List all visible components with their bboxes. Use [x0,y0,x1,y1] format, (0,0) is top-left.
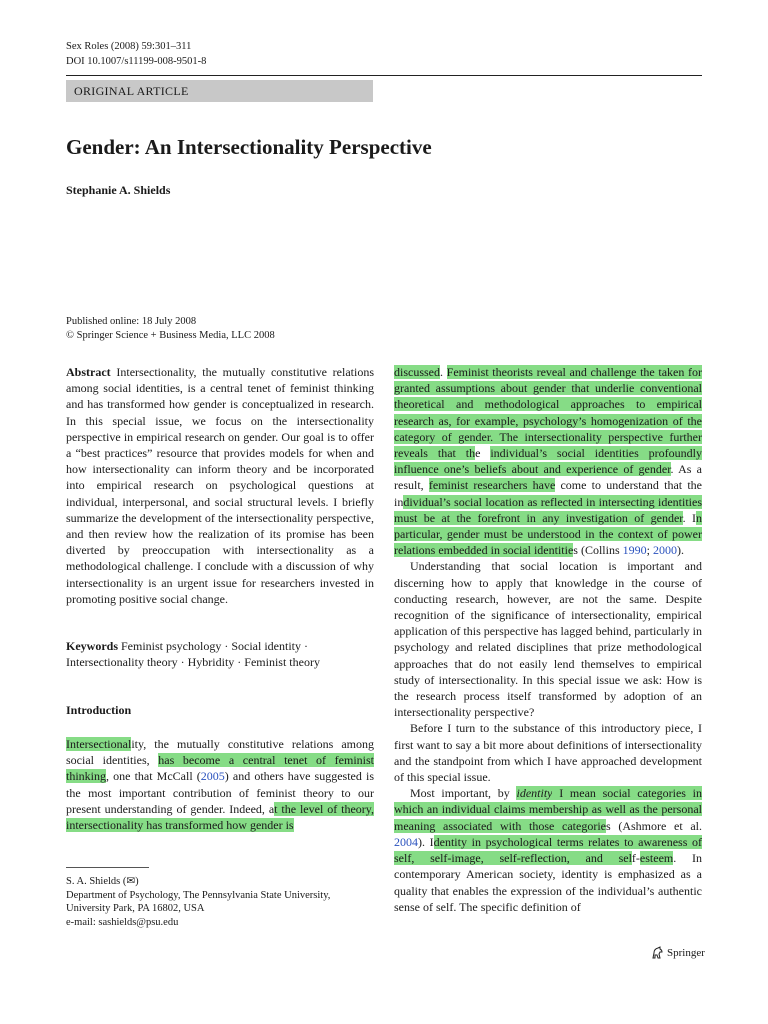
right-column [394,364,702,915]
text-run: . In contemporary American society, identity is emphasized as a quality that enables the expression of the individual’s authentic sense of self. The specific definition of [394,851,702,914]
paragraph: Understanding that social location is important and discerning how to apply that knowledge in the course of conducting research, however, are not the same. Despite recognition of the significance of intersectionality, empirical application of this perspective has lagged behind, particularly in psychology and related disciplines that prize methodological approaches that do not easily lend themselves to empirical study of intersectionality. In this special issue we ask: How is the research process itself transformed by adoption of an intersectionality perspective? [394,559,702,720]
paragraph [394,785,702,915]
citation-link[interactable]: 2000 [652,543,677,558]
text-run: e [475,446,491,461]
text-run: ity, the mutually constitutive relations among social identities, [66,737,374,768]
text-run: ). I [418,834,434,849]
copyright-line: © Springer Science + Business Media, LLC 2008 [66,330,275,341]
footnote-rule [66,867,149,868]
highlight: feminist researchers have [428,478,556,493]
text-run: come to understand that the in [394,478,702,509]
citation-link[interactable]: 2004 [394,834,418,849]
footnote-department: Department of Psychology, The Pennsylvania State University, [66,889,331,901]
highlight: dentity in psychological terms relates to awareness of self, self-image, self-reflection, and sel [394,834,703,866]
citation-link[interactable]: 1990 [622,543,647,558]
springer-logo [650,946,705,960]
text-run: ) and others have suggested is the most important contribution of feminist theory to our present understanding of gender. Indeed, a [66,769,375,816]
text-run: ; [646,543,653,558]
highlight: has become a central tenet of feminist thinking [66,753,375,784]
introduction-paragraph [66,736,374,833]
highlight: individual’s social identities profoundly influence one’s beliefs about and experience of gender [394,446,703,477]
highlight: identity [516,786,553,801]
article-type-label: ORIGINAL ARTICLE [66,80,373,102]
abstract [66,364,374,607]
highlight: n particular, gender must be understood in the context of power relations embedded in social identitie [394,510,702,558]
springer-horse-icon [650,946,664,960]
journal-citation: Sex Roles (2008) 59:301–311 [66,41,192,52]
abstract-text: Intersectionality, the mutually constitutive relations among social identities, is a central tenet of feminist thinking and has transformed how gender is conceptualized in research. In this special issue, we focus on the intersectionality perspective in empirical research on gender. Our goal is to offer a “best practices” resource that provides models for when and how intersectionality can inform theory and be incorporated into empirical research on psychological questions at individual, interpersonal, and social structural levels. I briefly summarize the development of the intersectionality perspective, and then review how the realization of its promise has been diverted by preoccupation with intersectionality as a methodological challenge. I conclude with a discussion of why intersectionality is an urgent issue for researchers invested in promoting positive social change. [66,365,374,606]
text-run: . As a result, [394,462,702,493]
highlight: Intersectional [66,737,132,751]
keywords [66,638,374,670]
doi: DOI 10.1007/s11199-008-9501-8 [66,56,207,67]
footnote-address: University Park, PA 16802, USA [66,903,205,914]
springer-logo-text: Springer [667,947,705,959]
highlight: dividual’s social location as reflected in intersecting identities must be at the forefront in any investigation of gender [394,494,702,525]
highlight: esteem [639,851,674,866]
text-run: f- [631,851,640,866]
article-title: Gender: An Intersectionality Perspective [66,135,432,159]
text-run: . [440,365,447,379]
highlight: t the level of theory, intersectionality has transformed how gender is [66,801,374,833]
footnote-email: e-mail: sashields@psu.edu [66,916,179,928]
text-run: , one that McCall ( [106,769,201,784]
paragraph: Before I turn to the substance of this introductory piece, I first want to say a bit more about definitions of intersectionality and the standpoint from which I have approached development of this special issue. [394,721,702,785]
abstract-label: Abstract [66,365,111,379]
author-name: Stephanie A. Shields [66,183,171,197]
highlight: I mean social categories in which an individual claims membership as well as the personal meaning associated with those categorie [394,786,702,833]
text-run: s (Collins [573,543,623,558]
paragraph [394,364,702,558]
highlight: discussed [394,365,440,379]
text-run: Most important, by [410,786,517,801]
keywords-line2: Intersectionality theory · Hybridity · Feminist theory [66,655,320,670]
highlight: Feminist theorists reveal and challenge the taken for granted assumptions about gender that underlie conventional theoretical and methodological approaches to empirical research as, for example, psychology’s homogenization of the category of gender. The intersectionality perspective further reveals that th [394,365,702,461]
citation-link[interactable]: 2005 [200,769,225,784]
text-run: s (Ashmore et al. [605,818,702,833]
author-footnote [66,875,330,929]
published-date: Published online: 18 July 2008 [66,316,197,327]
text-run: . I [682,510,696,525]
introduction-heading: Introduction [66,703,132,717]
footnote-name: S. A. Shields (✉) [66,876,139,887]
keywords-line1: Feminist psychology · Social identity · [121,639,308,653]
header-rule [66,75,702,76]
keywords-label: Keywords [66,639,118,653]
text-run: ). [676,543,684,558]
